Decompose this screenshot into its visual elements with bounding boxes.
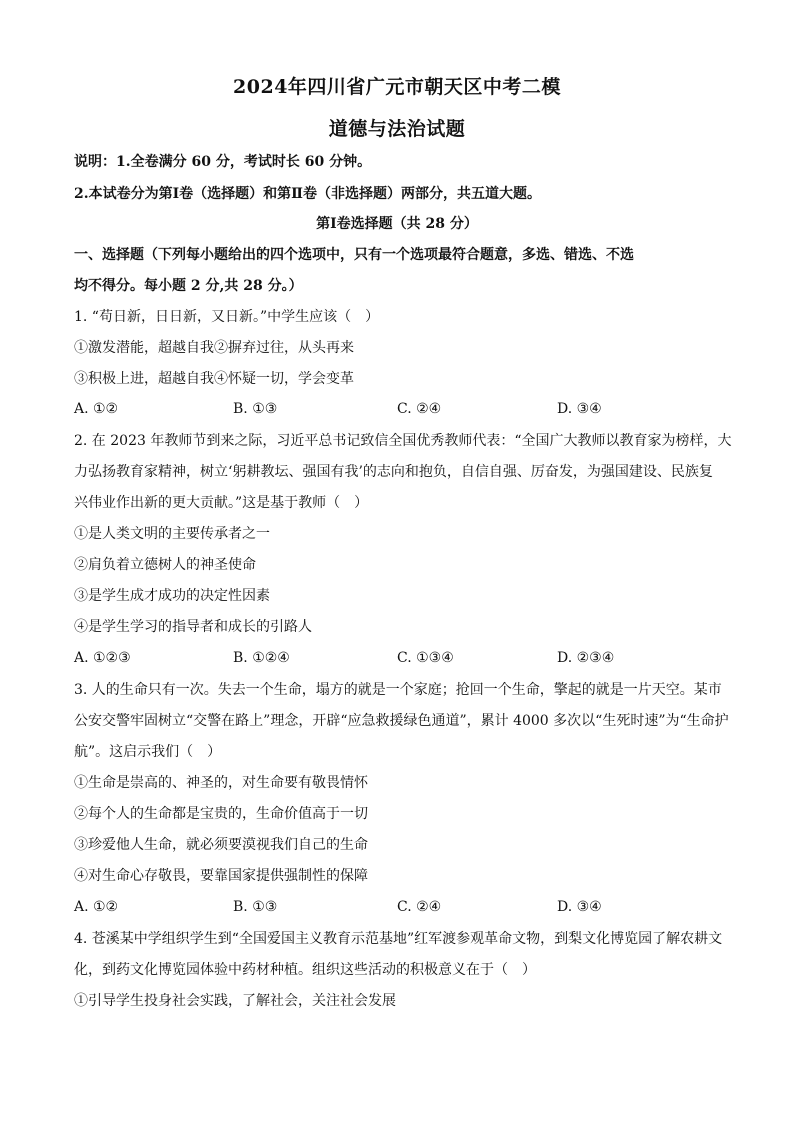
- question-2-stem-2: 力弘扬教育家精神，树立‘躬耕教坛、强国有我’的志向和抱负，自信自强、厉奋发，为强国建设、民族复: [74, 464, 713, 480]
- question-2-option-a: A. ①②③: [74, 650, 131, 666]
- question-3-stem-3: 航”。这启示我们（ ）: [74, 744, 222, 760]
- question-3-option-a: A. ①②: [74, 899, 119, 915]
- question-2-stem-1: 2. 在 2023 年教师节到来之际，习近平总书记致信全国优秀教师代表：“全国广大教师以教育家为榜样，大: [74, 433, 732, 449]
- exam-subtitle: 道德与法治试题: [328, 118, 466, 140]
- question-2-item-1: ①是人类文明的主要传承者之一: [74, 526, 270, 542]
- question-3-stem-2: 公安交警牢固树立“交警在路上”理念，开辟“应急救援绿色通道”，累计 4000 多次以“生死时速”为“生命护: [74, 713, 729, 729]
- question-4-stem-2: 化，到药文化博览园体验中药材种植。组织这些活动的积极意义在于（ ）: [74, 962, 536, 978]
- section-instruction-1: 一、选择题（下列每小题给出的四个选项中，只有一个选项最符合题意，多选、错选、不选: [74, 247, 634, 263]
- question-2-stem-3: 兴伟业作出新的更大贡献。”这是基于教师（ ）: [74, 495, 369, 511]
- question-2-option-c: C. ①③④: [397, 650, 454, 666]
- question-3-stem-1: 3. 人的生命只有一次。失去一个生命，塌方的就是一个家庭；抢回一个生命，擎起的就是一片天空。某市: [74, 682, 722, 698]
- question-1-item-1: ①激发潜能，超越自我②摒弃过往，从头再来: [74, 340, 354, 356]
- question-2-option-d: D. ②③④: [557, 650, 615, 666]
- question-1-item-2: ③积极上进，超越自我④怀疑一切，学会变革: [74, 371, 354, 387]
- question-2-option-b: B. ①②④: [233, 650, 290, 666]
- question-4-stem-1: 4. 苍溪某中学组织学生到“全国爱国主义教育示范基地”红军渡参观革命文物，到梨文化博览园了解农耕文: [74, 931, 723, 947]
- question-3-item-1: ①生命是崇高的、神圣的，对生命要有敬畏情怀: [74, 775, 368, 791]
- question-3-option-c: C. ②④: [397, 899, 442, 915]
- question-2-item-4: ④是学生学习的指导者和成长的引路人: [74, 619, 312, 635]
- question-2-item-3: ③是学生成才成功的决定性因素: [74, 588, 270, 604]
- question-3-option-b: B. ①③: [233, 899, 278, 915]
- question-1-option-c: C. ②④: [397, 401, 442, 417]
- question-1-option-b: B. ①③: [233, 401, 278, 417]
- note-line-1: 说明：1.全卷满分 60 分，考试时长 60 分钟。: [74, 154, 372, 170]
- question-1-option-a: A. ①②: [74, 401, 119, 417]
- question-3-item-4: ④对生命心存敬畏，要靠国家提供强制性的保障: [74, 868, 368, 884]
- exam-title: 2024年四川省广元市朝天区中考二模: [233, 76, 561, 98]
- section-heading: 第Ⅰ卷选择题（共 28 分）: [316, 216, 478, 232]
- note-line-2: 2.本试卷分为第Ⅰ卷（选择题）和第Ⅱ卷（非选择题）两部分，共五道大题。: [74, 186, 541, 202]
- question-1-option-d: D. ③④: [557, 401, 602, 417]
- question-3-option-d: D. ③④: [557, 899, 602, 915]
- question-1-stem: 1. “苟日新，日日新，又日新。”中学生应该（ ）: [74, 309, 380, 325]
- question-3-item-2: ②每个人的生命都是宝贵的，生命价值高于一切: [74, 806, 368, 822]
- section-instruction-2: 均不得分。每小题 2 分,共 28 分。）: [74, 278, 303, 294]
- question-3-item-3: ③珍爱他人生命，就必须要漠视我们自己的生命: [74, 837, 368, 853]
- question-4-item-1: ①引导学生投身社会实践，了解社会，关注社会发展: [74, 993, 396, 1009]
- question-2-item-2: ②肩负着立德树人的神圣使命: [74, 557, 256, 573]
